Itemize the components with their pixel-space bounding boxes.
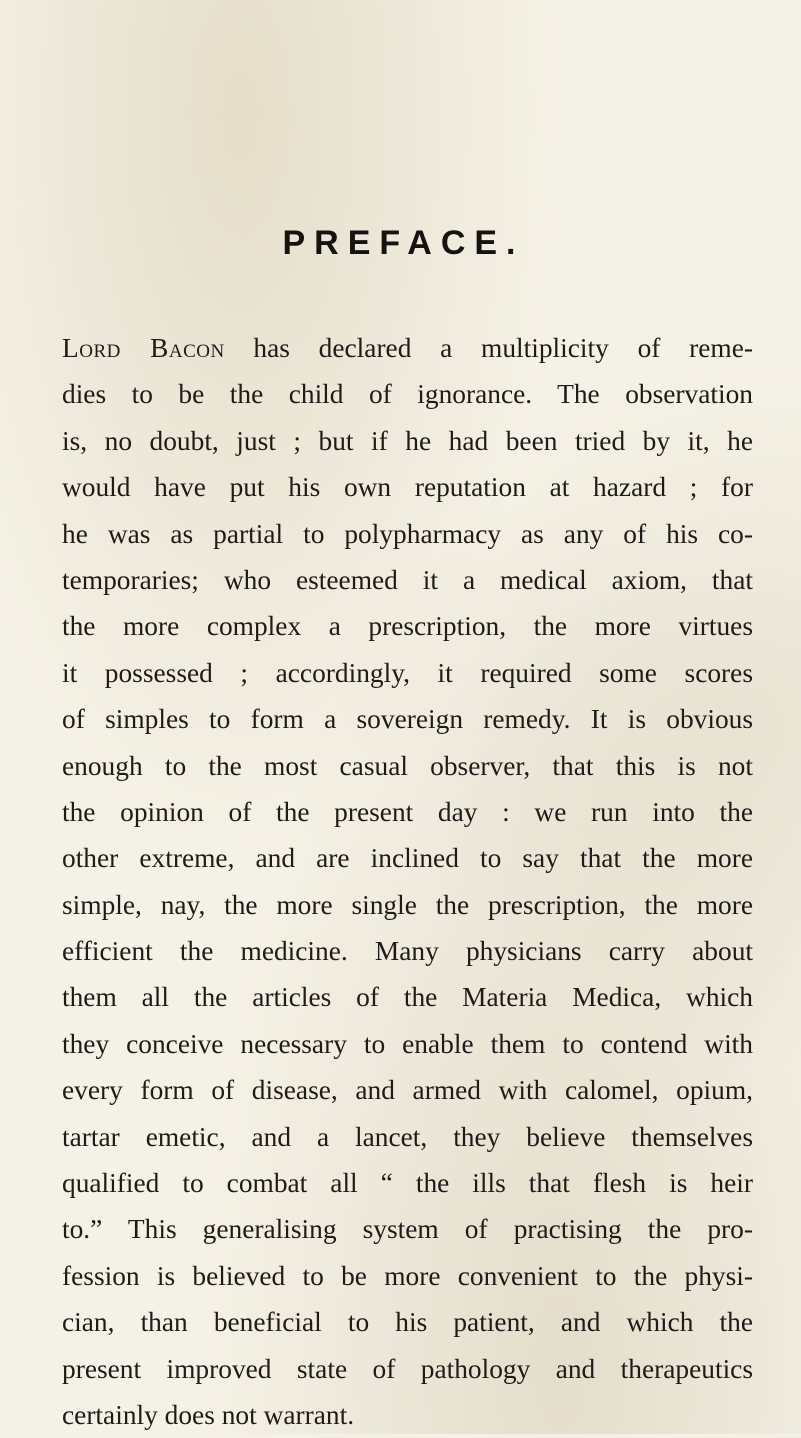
text-line: every form of disease, and armed with calomel, opium,: [62, 1075, 753, 1106]
text-line: he was as partial to polypharmacy as any of his co-: [62, 518, 753, 549]
text-line: would have put his own reputation at hazard ; for: [62, 472, 753, 503]
text-line: the more complex a prescription, the more virtues: [62, 611, 753, 642]
text-line: the opinion of the present day : we run into the: [62, 796, 753, 827]
text-line: they conceive necessary to enable them to contend with: [62, 1028, 753, 1059]
text-line: fession is believed to be more convenient to the physi-: [62, 1260, 753, 1291]
text-line: them all the articles of the Materia Medica, which: [62, 982, 753, 1013]
text-line: to.” This generalising system of practising the pro-: [62, 1214, 753, 1245]
text-line: other extreme, and are inclined to say that the more: [62, 843, 753, 874]
author-name: Lord Bacon: [62, 333, 225, 363]
opening-text: has declared a multiplicity of reme-: [253, 333, 753, 363]
text-line: [62, 325, 753, 371]
preface-paragraph: [62, 325, 753, 1438]
text-line: it possessed ; accordingly, it required some scores: [62, 657, 753, 688]
text-line: simple, nay, the more single the prescription, the more: [62, 889, 753, 920]
text-line: temporaries; who esteemed it a medical axiom, that: [62, 564, 753, 595]
text-line: tartar emetic, and a lancet, they believe themselves: [62, 1121, 753, 1152]
text-line: qualified to combat all “ the ills that flesh is heir: [62, 1168, 753, 1199]
text-line: dies to be the child of ignorance. The observation: [62, 379, 753, 410]
text-line: present improved state of pathology and therapeutics: [62, 1353, 753, 1384]
page-title: PREFACE.: [282, 224, 525, 262]
text-line: certainly does not warrant.: [62, 1399, 355, 1430]
text-line: cian, than beneficial to his patient, and which the: [62, 1307, 753, 1338]
text-line: is, no doubt, just ; but if he had been tried by it, he: [62, 425, 753, 456]
text-line: of simples to form a sovereign remedy. It is obvious: [62, 704, 753, 735]
text-line: efficient the medicine. Many physicians carry about: [62, 936, 753, 967]
text-line: enough to the most casual observer, that this is not: [62, 750, 753, 781]
